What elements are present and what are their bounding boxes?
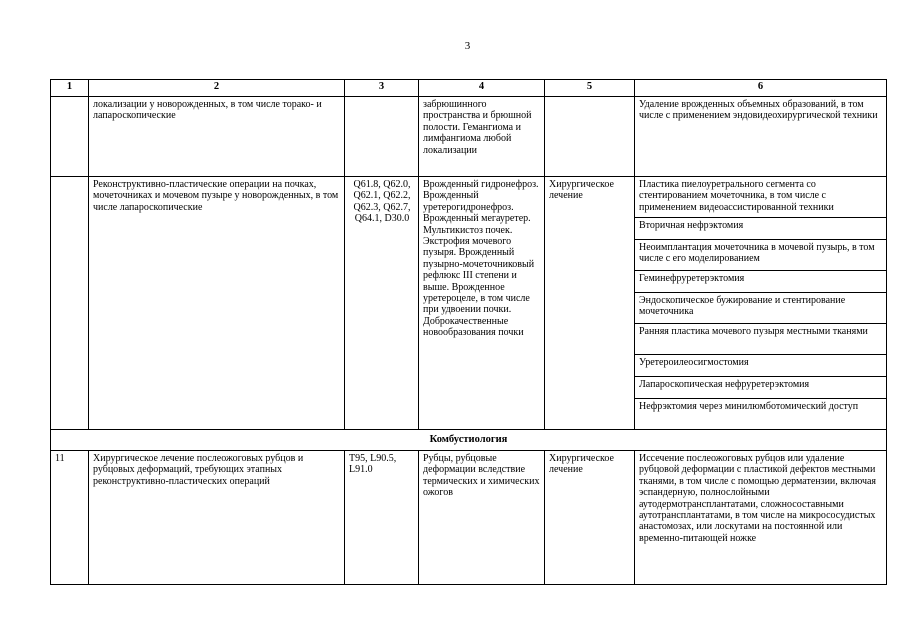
diagnosis: забрюшинного пространства и брюшной полости. Гемангиома и лимфангиома любой локализации — [419, 97, 545, 177]
treatment-method: Ранняя пластика мочевого пузыря местными тканями — [635, 324, 886, 355]
header-col-2: 2 — [89, 80, 345, 97]
treatment-type: Хирургическое лечение — [545, 451, 635, 585]
section-title: Комбустиология — [51, 430, 887, 451]
header-col-1: 1 — [51, 80, 89, 97]
treatment-type: Хирургическое лечение — [545, 177, 635, 430]
intervention-name: Реконструктивно-пластические операции на почках, мочеточниках и мочевом пузыре у новорожденных, в том числе лапароскопические — [89, 177, 345, 430]
header-col-5: 5 — [545, 80, 635, 97]
table-row — [51, 177, 887, 430]
treatment-method: Неоимплантация мочеточника в мочевой пузырь, в том числе с его моделированием — [635, 240, 886, 271]
section-header-row — [51, 430, 887, 451]
table-row — [51, 97, 887, 177]
intervention-name: локализации у новорожденных, в том числе торако- и лапароскопические — [89, 97, 345, 177]
diagnosis: Врожденный гидронефроз. Врожденный уретерогидронефроз. Врожденный мегауретер. Мультикистоз почек. Экстрофия мочевого пузыря. Врожденный пузырно-мочеточниковый рефлюкс III степени и выше. Врожденное уретероцеле, в том числе при удвоении почки. Доброкачественные новообразования почки — [419, 177, 545, 430]
row-number — [51, 97, 89, 177]
treatment-method: Геминефруретерэктомия — [635, 271, 886, 293]
header-col-3: 3 — [345, 80, 419, 97]
table-row — [51, 451, 887, 585]
treatment-method: Пластика пиелоуретрального сегмента со стентированием мочеточника, в том числе с применением видеоассистированной техники — [635, 177, 886, 218]
treatment-method: Вторичная нефрэктомия — [635, 218, 886, 240]
treatment-method: Уретероилеосигмостомия — [635, 355, 886, 377]
page-number: 3 — [464, 40, 471, 52]
treatment-method: Иссечение послеожоговых рубцов или удаление рубцовой деформации с пластикой дефектов местными тканями, в том числе с помощью дерматензии, включая эспандерную, полнослойными аутодермотрансплантатами, сложносоставными аутотрансплантатами, в том числе на микрососудистых анастомозах, или лоскутами на постоянной или временно-питающей ножке — [635, 451, 887, 585]
row-number — [51, 177, 89, 430]
treatment-method: Эндоскопическое бужирование и стентирование мочеточника — [635, 293, 886, 324]
header-row — [51, 80, 887, 97]
diagnosis: Рубцы, рубцовые деформации вследствие термических и химических ожогов — [419, 451, 545, 585]
treatment-method: Лапароскопическая нефруретерэктомия — [635, 377, 886, 399]
medical-care-table — [50, 79, 887, 585]
icd-codes: Q61.8, Q62.0, Q62.1, Q62.2, Q62.3, Q62.7, Q64.1, D30.0 — [345, 177, 419, 430]
icd-codes: T95, L90.5, L91.0 — [345, 451, 419, 585]
intervention-name: Хирургическое лечение послеожоговых рубцов и рубцовых деформаций, требующих этапных реконструктивно-пластических операций — [89, 451, 345, 585]
treatment-method: Удаление врожденных объемных образований, в том числе с применением эндовидеохирургической техники — [635, 97, 887, 177]
icd-codes — [345, 97, 419, 177]
row-number: 11 — [51, 451, 89, 585]
treatment-method: Нефрэктомия через минилюмботомический доступ — [639, 401, 859, 412]
treatment-type — [545, 97, 635, 177]
header-col-4: 4 — [419, 80, 545, 97]
header-col-6: 6 — [635, 80, 887, 97]
treatment-methods-list — [635, 177, 887, 430]
